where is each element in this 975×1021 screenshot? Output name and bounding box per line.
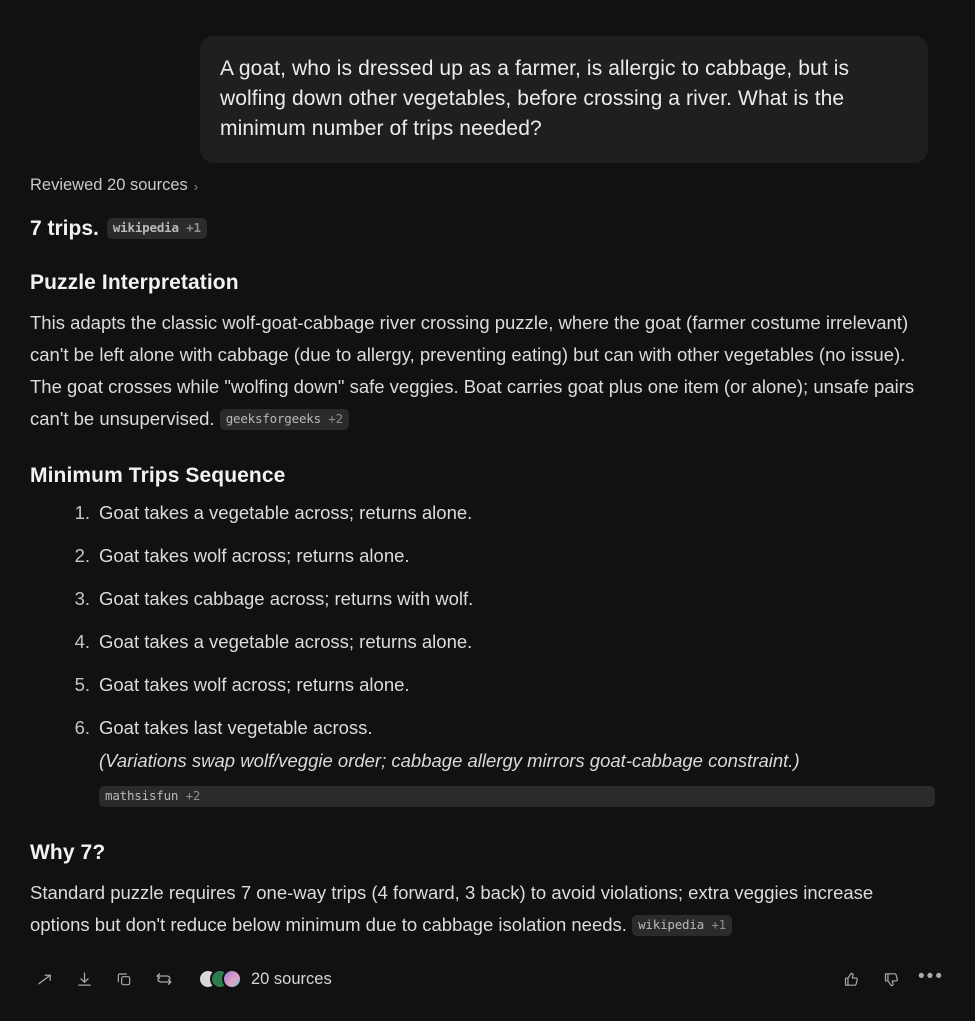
why-text: Standard puzzle requires 7 one-way trips (4 forward, 3 back) to avoid violations; extra veggies increase options but don't reduce below minimum due to cabbage isolation needs. (30, 881, 874, 935)
list-item (30, 629, 935, 656)
step-text: Goat takes last vegetable across. (99, 716, 373, 738)
retry-icon[interactable] (148, 963, 180, 995)
share-icon[interactable] (28, 963, 60, 995)
citation-chip[interactable] (99, 786, 935, 807)
section-body-why (30, 877, 935, 941)
reviewed-sources-label: Reviewed 20 sources (30, 176, 188, 194)
section-heading-interpretation: Puzzle Interpretation (30, 271, 239, 295)
download-icon[interactable] (68, 963, 100, 995)
citation-source-name: mathsisfun (105, 788, 179, 804)
more-options-label: ••• (918, 965, 944, 987)
answer-lead-text: 7 trips. (30, 217, 99, 240)
citation-chip[interactable] (107, 218, 207, 239)
step-text: Goat takes wolf across; returns alone. (99, 673, 410, 695)
list-item (30, 715, 935, 807)
thumbs-down-icon[interactable] (875, 963, 907, 995)
sources-chip[interactable] (198, 969, 332, 989)
list-item (30, 500, 935, 527)
user-prompt-row (200, 36, 928, 163)
citation-chip[interactable] (220, 409, 349, 430)
section-heading-sequence: Minimum Trips Sequence (30, 464, 286, 488)
thumbs-up-icon[interactable] (835, 963, 867, 995)
toolbar-right-group (835, 963, 947, 995)
citation-more-count: +2 (328, 411, 343, 427)
section-body-interpretation (30, 307, 935, 434)
citation-more-count: +1 (186, 220, 201, 236)
avatar (222, 969, 242, 989)
chevron-right-icon: › (193, 179, 199, 194)
answer-lead (30, 216, 935, 241)
user-prompt-bubble: A goat, who is dressed up as a farmer, is allergic to cabbage, but is wolfing down other vegetables, before crossing a river. What is the minimum number of trips needed? (200, 36, 928, 163)
citation-source-name: wikipedia (112, 220, 179, 236)
step-text: Goat takes a vegetable across; returns alone. (99, 502, 473, 524)
list-item (30, 543, 935, 570)
citation-more-count: +1 (711, 917, 727, 933)
answer-body (30, 216, 935, 970)
step-text: Goat takes wolf across; returns alone. (99, 545, 410, 567)
answer-toolbar (0, 959, 975, 999)
copy-icon[interactable] (108, 963, 140, 995)
reviewed-sources-toggle[interactable] (30, 176, 198, 195)
step-variation-note: (Variations swap wolf/veggie order; cabbage allergy mirrors goat-cabbage constraint.) (99, 750, 800, 772)
source-avatars (198, 969, 242, 989)
interpretation-text: This adapts the classic wolf-goat-cabbage river crossing puzzle, where the goat (farmer costume irrelevant) can't be left alone with cabbage (due to allergy, preventing eating) but can with other vegetables (no issue). The goat crosses while "wolfing down" safe veggies. Boat carries goat plus one item (or alone); unsafe pairs can't be unsupervised. (30, 312, 915, 429)
steps-list (30, 500, 935, 806)
citation-more-count: +2 (185, 788, 201, 804)
sources-chip-label: 20 sources (251, 969, 332, 988)
citation-chip[interactable] (632, 915, 732, 936)
citation-source-name: geeksforgeeks (225, 411, 321, 427)
toolbar-left-group (28, 963, 332, 995)
more-options-button[interactable] (915, 963, 947, 995)
list-item (30, 672, 935, 699)
step-text: Goat takes a vegetable across; returns alone. (99, 630, 473, 652)
citation-source-name: wikipedia (638, 917, 705, 933)
list-item (30, 586, 935, 613)
section-heading-why: Why 7? (30, 840, 106, 864)
step-text: Goat takes cabbage across; returns with wolf. (99, 588, 474, 610)
